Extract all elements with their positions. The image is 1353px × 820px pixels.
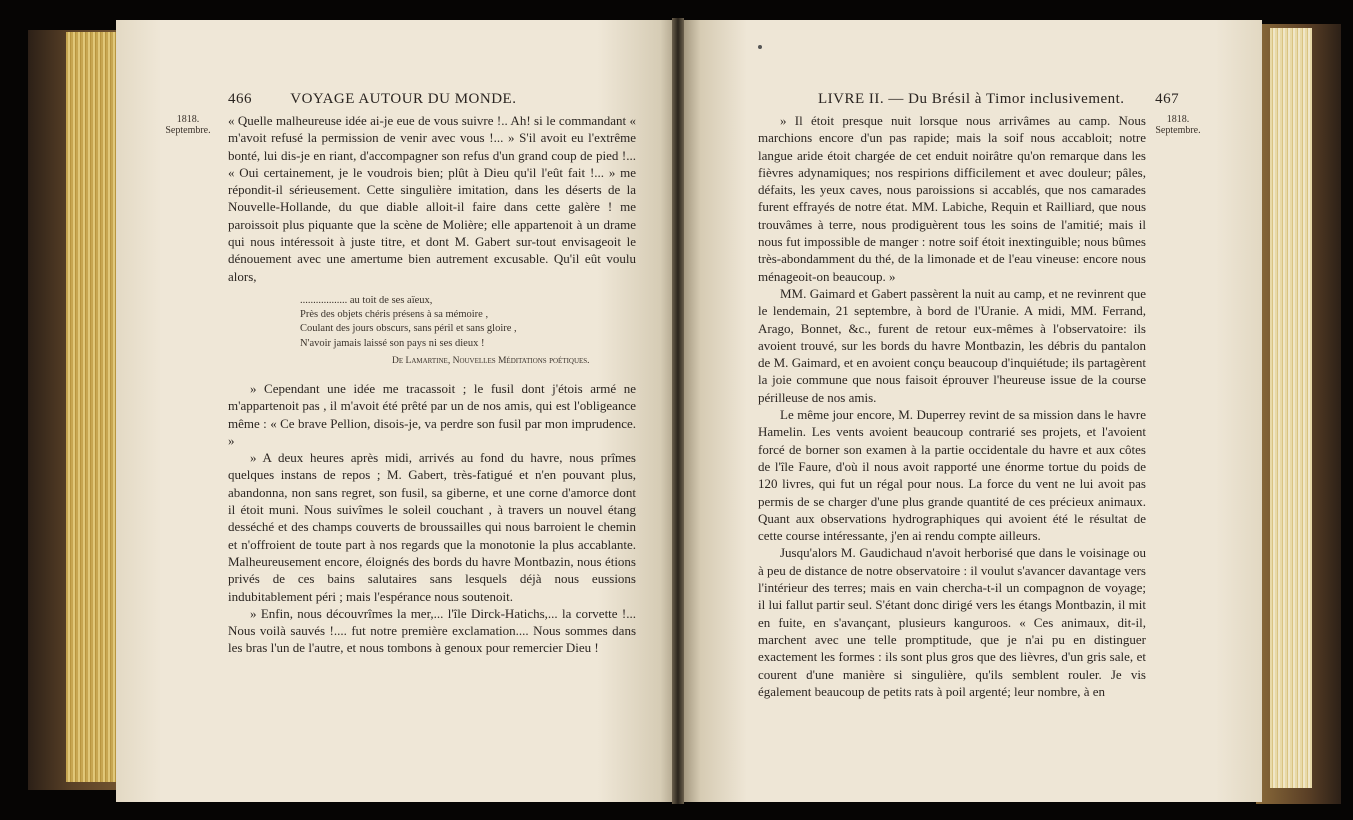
right-text-block (758, 112, 1146, 700)
verse-line: .................. au toit de ses aïeux, (300, 295, 433, 306)
left-paragraph: » Enfin, nous découvrîmes la mer,... l'île Dirck-Hatichs,... la corvette !... Nous voilà sauvés !.... fut notre première exclamation.... Nous sommes dans les bras l'un de l'autre, et nous tombons à genoux pour remercier Dieu ! (228, 605, 636, 656)
page-spot (758, 45, 762, 49)
left-margin-year: 1818. (176, 114, 200, 125)
right-margin-month: Septembre. (1155, 125, 1201, 136)
verse-line: Coulant des jours obscurs, sans péril et sans gloire , (300, 323, 517, 335)
right-margin-year: 1818. (1166, 114, 1190, 125)
left-paragraph: » A deux heures après midi, arrivés au fond du havre, nous prîmes quelques instans de repos ; M. Gabert, très-fatigué et n'en pouvant plus, abandonna, non sans regret, son fusil, sa giberne, et une corne d'amorce dont il étoit muni. Nous suivîmes le soleil couchant , à travers un nouvel étang desséché et des champs couverts de broussailles qui nous barroient le chemin et n'offroient de toute part à nos regards que la monotonie la plus accablante. Malheureusement encore, éloignés des bords du havre Montbazin, nous étions privés de ces bains salutaires sans lesquels déjà nous eussions indubitablement péri ; mais l'espérance nous soutenoit. (228, 450, 636, 604)
right-paragraph: MM. Gaimard et Gabert passèrent la nuit au camp, et ne revinrent que le lendemain, 21 septembre, à bord de l'Uranie. A midi, MM. Ferrand, Arago, Bonnet, &c., furent de retour eux-mêmes à l'observatoire: ils avoient trouvé, sur les bords du havre Montbazin, les débris du pantalon de M. Gaimard, et en avoient conçu beaucoup d'inquiétude; ils partagèrent la joie commune que nous faisoit éprouver l'heureuse issue de la course périlleuse de nos amis. (758, 285, 1146, 405)
left-paragraph: » Cependant une idée me tracassoit ; le fusil dont j'étois armé ne m'appartenoit pas , il m'avoit été prêté par un de nos amis, qui est l'obligeance même : « Ce brave Pellion, disois-je, va perdre son fusil par mon imprudence. » (228, 381, 636, 448)
left-paragraph: « Quelle malheureuse idée ai-je eue de vous suivre !.. Ah! si le commandant « m'avoit refusé la permission de venir avec vous !... » S'il avoit eu l'extrême bonté, lui dis-je en riant, d'accompagner son refus d'un grand coup de pied !... « Oui certainement, je le voudrois bien; plût à Dieu qu'il l'eût fait !... » me répondit-il sérieusement. Cette singulière imitation, dans les déserts de la Nouvelle-Hollande, du que diable alloit-il faire dans cette galère ! me paroissoit plus piquante que la scène de Molière; elle appartenoit à un drame qui nous intéressoit à juste titre, et dont M. Gabert sur-tout envisageoit le dénouement avec une amertume bien autrement excusable. Qu'il eût voulu alors, (228, 113, 636, 284)
book-gutter (672, 18, 684, 804)
left-running-title: VOYAGE AUTOUR DU MONDE. (290, 91, 517, 107)
left-text-block-1 (228, 112, 636, 285)
verse-line: N'avoir jamais laissé son pays ni ses dieux ! (300, 337, 485, 349)
right-page-number: 467 (1155, 91, 1180, 107)
right-paragraph: Le même jour encore, M. Duperrey revint de sa mission dans le havre Hamelin. Les vents avoient beaucoup contrarié ses projets, et l'avoient forcé de borner son examen à la partie occidentale du havre et aux côtes de l'île Faure, d'où il nous avoit rapporté une énorme tortue du poids de 120 livres, qui fut un régal pour nous. La force du vent ne lui avoit pas permis de se charger d'une plus grande quantité de ces précieux animaux. Quant aux observations hydrographiques qui avoient été le résultat de cette course intéressante, j'en ai rendu compte ailleurs. (758, 407, 1146, 544)
verse-attribution: De Lamartine, Nouvelles Méditations poétiques. (392, 356, 590, 366)
left-page-number: 466 (228, 91, 252, 107)
right-running-title: LIVRE II. — Du Brésil à Timor inclusivement. (818, 91, 1125, 107)
left-margin-note (158, 114, 218, 136)
right-paragraph: » Il étoit presque nuit lorsque nous arrivâmes au camp. Nous marchions encore d'un pas rapide; mais la soif nous accabloit; notre langue aride étoit chargée de cet enduit noirâtre qu'on remarque dans les fièvres adynamiques; nos respirions difficilement et avec douleur; pâles, défaits, les yeux caves, nous paroissions si accablés, que nos camarades furent effrayés de notre état. MM. Labiche, Requin et Railliard, que nous trouvâmes à terre, nous prodiguèrent tous les soins de l'amitié; mais il nous fut impossible de manger : notre soif étoit inextinguible; nous bûmes très-abondamment du thé, de la limonade et de l'eau vineuse: encore nous ménageoit-on beaucoup. » (758, 113, 1146, 284)
right-page-edges (1270, 28, 1312, 788)
left-page-header (228, 91, 516, 108)
verse-line: Près des objets chéris présens à sa mémoire , (300, 309, 489, 321)
right-page-header (818, 91, 1179, 108)
left-margin-month: Septembre. (165, 125, 211, 136)
verse-quote (300, 294, 517, 351)
left-text-block-2 (228, 380, 636, 657)
right-margin-note (1148, 114, 1208, 136)
right-paragraph: Jusqu'alors M. Gaudichaud n'avoit herborisé que dans le voisinage ou à peu de distance de notre observatoire : il voulut s'avancer davantage vers l'intérieur des terres; mais en vain chercha-t-il un compagnon de voyage; il lui fallut partir seul. S'étant donc dirigé vers les étangs Montbazin, il mit en fuite, en s'avançant, plusieurs kanguroos. « Ces animaux, dit-il, marchent avec une telle promptitude, que je n'ai pu en distinguer exactement les formes : ils sont plus gros que des lièvres, d'un gris sale, et courent d'une manière si singulière, qu'ils semblent rouler. Je vis également beaucoup de petits rats à poil argenté; leur nombre, à en (758, 545, 1146, 699)
